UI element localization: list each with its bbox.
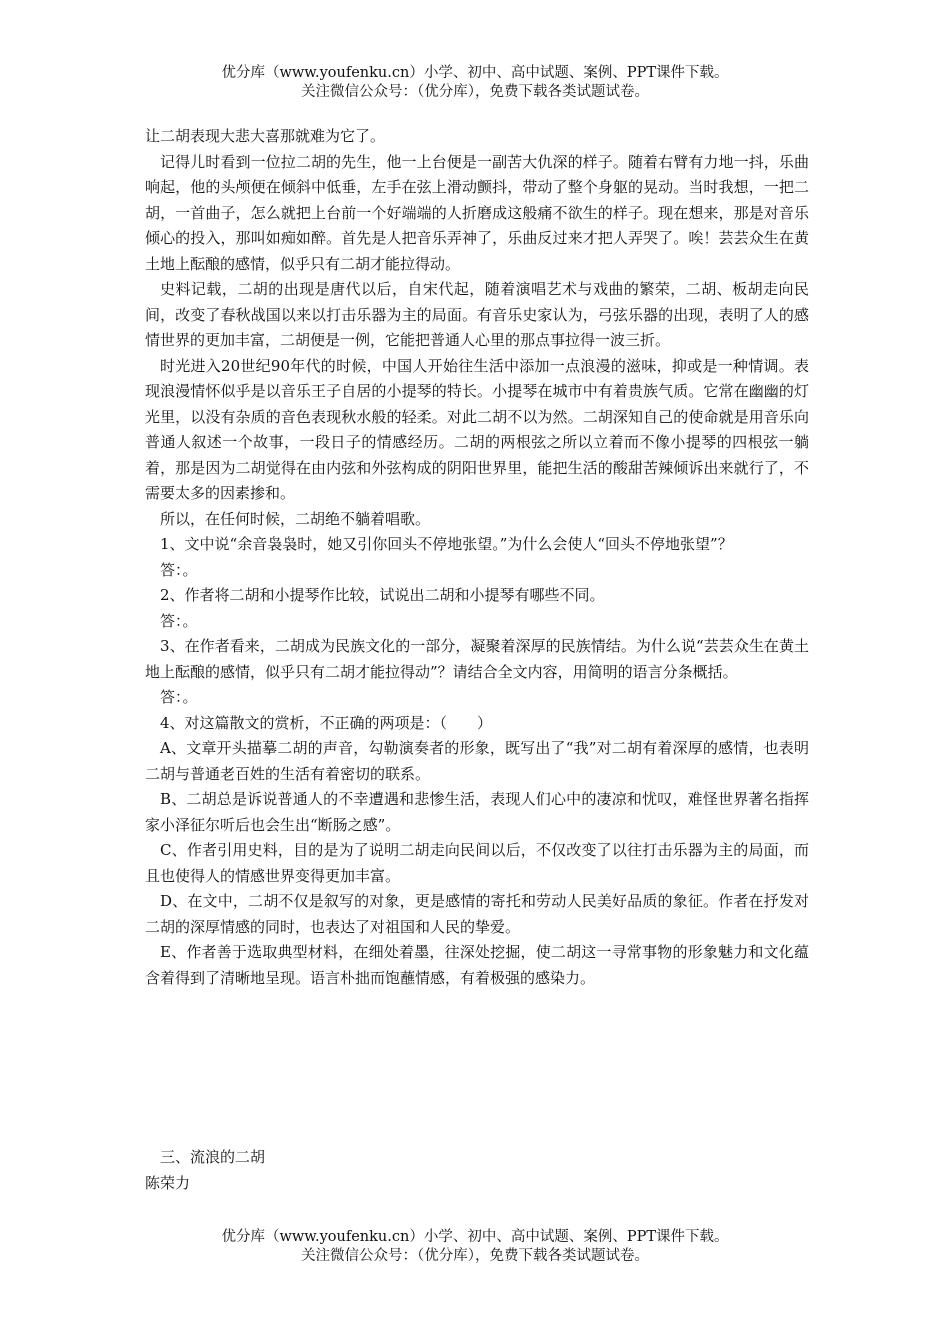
paragraph: 记得儿时看到一位拉二胡的先生，他一上台便是一副苦大仇深的样子。随着右臂有力地一抖，乐曲响起，他的头颅便在倾斜中低垂，左手在弦上滑动颤抖，带动了整个身躯的晃动。当时我想，一把二胡，一首曲子，怎么就把上台前一个好端端的人折磨成这般痛不欲生的样子。现在想来，那是对音乐倾心的投入，那叫如痴如醉。首先是人把音乐弄神了，乐曲反过来才把人弄哭了。唉！芸芸众生在黄土地上酝酿的感情，似乎只有二胡才能拉得动。	[145, 152, 809, 273]
option-a: A、文章开头描摹二胡的声音，勾勒演奏者的形象，既写出了“我”对二胡有着深厚的感情，也表明二胡与普通老百姓的生活有着密切的联系。	[145, 739, 809, 783]
paragraph: 让二胡表现大悲大喜那就难为它了。	[145, 127, 386, 145]
option-c: C、作者引用史料，目的是为了说明二胡走向民间以后，不仅改变了以往打击乐器为主的局面，而且也使得人的情感世界变得更加丰富。	[145, 841, 809, 885]
question-2: 2、作者将二胡和小提琴作比较，试说出二胡和小提琴有哪些不同。	[160, 586, 605, 604]
paragraph: 史料记载，二胡的出现是唐代以后，自宋代起，随着演唱艺术与戏曲的繁荣，二胡、板胡走向民间，改变了春秋战国以来以打击乐器为主的局面。有音乐史家认为，弓弦乐器的出现，表明了人的感情世界的更加丰富，二胡便是一例，它能把普通人心里的那点事拉得一波三折。	[145, 280, 809, 349]
header-line-2: 关注微信公众号：（优分库），免费下载各类试题试卷。	[301, 84, 649, 100]
footer-line-1: 优分库（www.youfenku.cn）小学、初中、高中试题、案例、PPT课件下载。	[221, 1229, 729, 1245]
answer-2: 答：。	[160, 611, 198, 630]
option-b: B、二胡总是诉说普通人的不幸遭遇和悲惨生活，表现人们心中的凄凉和忧叹，难怪世界著名指挥家小泽征尔听后也会生出“断肠之感”。	[145, 790, 809, 834]
paragraph: 所以，在任何时候，二胡绝不躺着唱歌。	[160, 509, 431, 528]
question-4: 4、对这篇散文的赏析，不正确的两项是：（ ）	[160, 713, 493, 732]
answer-3: 答：。	[160, 688, 198, 706]
paragraph: 时光进入20世纪90年代的时候，中国人开始往生活中添加一点浪漫的滋味，抑或是一种情调。表现浪漫情怀似乎是以音乐王子自居的小提琴的特长。小提琴在城市中有着贵族气质。它常在幽幽的灯光里，以没有杂质的音色表现秋水般的轻柔。对此二胡不以为然。二胡深知自己的使命就是用音乐向普通人叙述一个故事，一段日子的情感经历。二胡的两根弦之所以立着而不像小提琴的四根弦一躺着，那是因为二胡觉得在由内弦和外弦构成的阴阳世界里，能把生活的酸甜苦辣倾诉出来就行了，不需要太多的因素掺和。	[145, 356, 809, 502]
section-title: 三、流浪的二胡	[160, 1148, 266, 1166]
section-author: 陈荣力	[145, 1173, 191, 1192]
page-header	[0, 64, 950, 102]
page-footer	[0, 1228, 950, 1266]
option-e: E、作者善于选取典型材料，在细处着墨，往深处挖掘，使二胡这一寻常事物的形象魅力和文化蕴含着得到了清晰地呈现。语言朴拙而饱蘸情感，有着极强的感染力。	[145, 943, 809, 987]
next-section	[145, 1145, 809, 1196]
option-d: D、在文中，二胡不仅是叙写的对象，更是感情的寄托和劳动人民美好品质的象征。作者在抒发对二胡的深厚情感的同时，也表达了对祖国和人民的挚爱。	[145, 892, 809, 936]
question-1: 1、文中说“余音袅袅时，她又引你回头不停地张望。”为什么会使人“回头不停地张望”？	[160, 535, 733, 553]
article-body	[145, 124, 809, 991]
footer-line-2: 关注微信公众号：（优分库），免费下载各类试题试卷。	[301, 1248, 649, 1264]
answer-1: 答：。	[160, 560, 198, 579]
header-line-1: 优分库（www.youfenku.cn）小学、初中、高中试题、案例、PPT课件下载。	[221, 65, 729, 81]
question-3: 3、在作者看来，二胡成为民族文化的一部分，凝聚着深厚的民族情结。为什么说“芸芸众生在黄土地上酝酿的感情，似乎只有二胡才能拉得动”？请结合全文内容，用简明的语言分条概括。	[145, 637, 809, 681]
